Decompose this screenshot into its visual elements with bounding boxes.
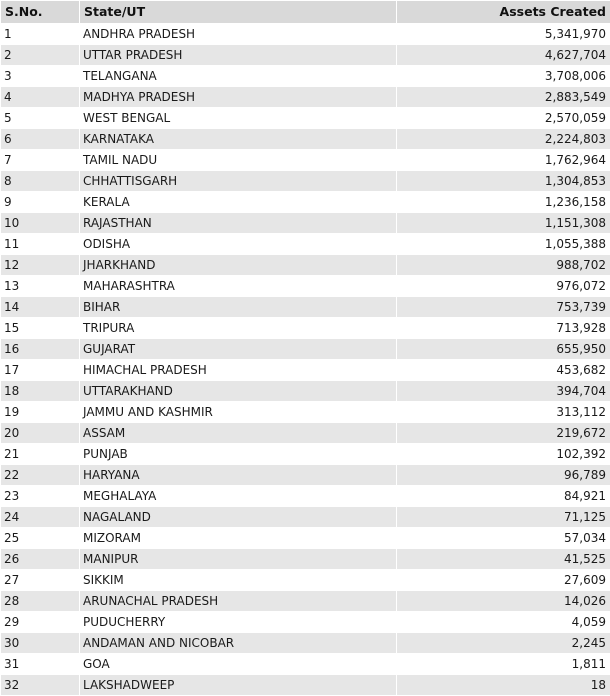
table-row <box>1 549 610 570</box>
table-row <box>1 675 610 696</box>
table-row <box>1 633 610 654</box>
cell-assets: 988,702 <box>397 255 610 276</box>
cell-state: GUJARAT <box>80 339 397 360</box>
cell-sno: 29 <box>1 612 80 633</box>
table-row <box>1 318 610 339</box>
cell-sno: 30 <box>1 633 80 654</box>
cell-assets: 1,811 <box>397 654 610 675</box>
cell-assets: 1,762,964 <box>397 150 610 171</box>
cell-sno: 14 <box>1 297 80 318</box>
cell-assets: 27,609 <box>397 570 610 591</box>
cell-sno: 3 <box>1 66 80 87</box>
cell-assets: 102,392 <box>397 444 610 465</box>
cell-assets: 1,236,158 <box>397 192 610 213</box>
cell-assets: 2,224,803 <box>397 129 610 150</box>
cell-assets: 2,570,059 <box>397 108 610 129</box>
cell-state: TRIPURA <box>80 318 397 339</box>
cell-state: NAGALAND <box>80 507 397 528</box>
table-row <box>1 276 610 297</box>
cell-state: PUDUCHERRY <box>80 612 397 633</box>
cell-sno: 27 <box>1 570 80 591</box>
cell-state: ANDAMAN AND NICOBAR <box>80 633 397 654</box>
cell-state: LAKSHADWEEP <box>80 675 397 696</box>
cell-sno: 20 <box>1 423 80 444</box>
cell-state: WEST BENGAL <box>80 108 397 129</box>
cell-sno: 26 <box>1 549 80 570</box>
column-header-state: State/UT <box>80 1 397 24</box>
table-body <box>1 24 610 696</box>
cell-state: SIKKIM <box>80 570 397 591</box>
cell-state: ARUNACHAL PRADESH <box>80 591 397 612</box>
table-row <box>1 66 610 87</box>
table-row <box>1 234 610 255</box>
cell-sno: 22 <box>1 465 80 486</box>
cell-assets: 394,704 <box>397 381 610 402</box>
cell-assets: 3,708,006 <box>397 66 610 87</box>
cell-sno: 18 <box>1 381 80 402</box>
table-row <box>1 486 610 507</box>
cell-assets: 57,034 <box>397 528 610 549</box>
cell-assets: 41,525 <box>397 549 610 570</box>
table-row <box>1 570 610 591</box>
cell-assets: 18 <box>397 675 610 696</box>
cell-sno: 19 <box>1 402 80 423</box>
cell-assets: 1,304,853 <box>397 171 610 192</box>
column-header-assets: Assets Created <box>397 1 610 24</box>
cell-assets: 219,672 <box>397 423 610 444</box>
cell-state: BIHAR <box>80 297 397 318</box>
cell-assets: 1,055,388 <box>397 234 610 255</box>
cell-sno: 31 <box>1 654 80 675</box>
cell-sno: 11 <box>1 234 80 255</box>
cell-state: MIZORAM <box>80 528 397 549</box>
cell-state: PUNJAB <box>80 444 397 465</box>
cell-state: ASSAM <box>80 423 397 444</box>
cell-assets: 976,072 <box>397 276 610 297</box>
cell-state: MAHARASHTRA <box>80 276 397 297</box>
cell-state: UTTAR PRADESH <box>80 45 397 66</box>
cell-sno: 9 <box>1 192 80 213</box>
table-row <box>1 402 610 423</box>
column-header-sno: S.No. <box>1 1 80 24</box>
table-row <box>1 87 610 108</box>
table-row <box>1 339 610 360</box>
cell-sno: 10 <box>1 213 80 234</box>
cell-sno: 28 <box>1 591 80 612</box>
table-row <box>1 654 610 675</box>
cell-sno: 12 <box>1 255 80 276</box>
table-row <box>1 150 610 171</box>
table-row <box>1 297 610 318</box>
cell-sno: 5 <box>1 108 80 129</box>
cell-assets: 655,950 <box>397 339 610 360</box>
cell-sno: 24 <box>1 507 80 528</box>
cell-state: MADHYA PRADESH <box>80 87 397 108</box>
cell-sno: 7 <box>1 150 80 171</box>
cell-state: TELANGANA <box>80 66 397 87</box>
table-row <box>1 108 610 129</box>
table-row <box>1 507 610 528</box>
header-row <box>1 1 610 24</box>
cell-assets: 14,026 <box>397 591 610 612</box>
cell-assets: 84,921 <box>397 486 610 507</box>
table-row <box>1 171 610 192</box>
table-row <box>1 255 610 276</box>
cell-assets: 2,883,549 <box>397 87 610 108</box>
cell-assets: 4,059 <box>397 612 610 633</box>
cell-state: JHARKHAND <box>80 255 397 276</box>
table-row <box>1 45 610 66</box>
cell-state: KARNATAKA <box>80 129 397 150</box>
table-row <box>1 612 610 633</box>
table-row <box>1 591 610 612</box>
cell-state: CHHATTISGARH <box>80 171 397 192</box>
cell-state: HIMACHAL PRADESH <box>80 360 397 381</box>
cell-sno: 17 <box>1 360 80 381</box>
cell-sno: 8 <box>1 171 80 192</box>
cell-sno: 13 <box>1 276 80 297</box>
table-row <box>1 423 610 444</box>
cell-state: RAJASTHAN <box>80 213 397 234</box>
cell-assets: 313,112 <box>397 402 610 423</box>
table-row <box>1 24 610 45</box>
cell-state: GOA <box>80 654 397 675</box>
cell-state: UTTARAKHAND <box>80 381 397 402</box>
cell-sno: 6 <box>1 129 80 150</box>
cell-sno: 2 <box>1 45 80 66</box>
cell-assets: 4,627,704 <box>397 45 610 66</box>
cell-sno: 15 <box>1 318 80 339</box>
cell-sno: 23 <box>1 486 80 507</box>
table-row <box>1 213 610 234</box>
table-row <box>1 381 610 402</box>
cell-state: MANIPUR <box>80 549 397 570</box>
cell-assets: 753,739 <box>397 297 610 318</box>
cell-sno: 1 <box>1 24 80 45</box>
cell-state: HARYANA <box>80 465 397 486</box>
cell-assets: 71,125 <box>397 507 610 528</box>
cell-assets: 96,789 <box>397 465 610 486</box>
cell-sno: 25 <box>1 528 80 549</box>
cell-state: JAMMU AND KASHMIR <box>80 402 397 423</box>
table-row <box>1 465 610 486</box>
table-header <box>1 1 610 24</box>
table-row <box>1 444 610 465</box>
cell-state: TAMIL NADU <box>80 150 397 171</box>
cell-sno: 32 <box>1 675 80 696</box>
cell-assets: 5,341,970 <box>397 24 610 45</box>
table-row <box>1 129 610 150</box>
cell-sno: 4 <box>1 87 80 108</box>
cell-sno: 16 <box>1 339 80 360</box>
table-row <box>1 528 610 549</box>
table-row <box>1 192 610 213</box>
cell-assets: 713,928 <box>397 318 610 339</box>
cell-assets: 2,245 <box>397 633 610 654</box>
cell-state: MEGHALAYA <box>80 486 397 507</box>
cell-assets: 1,151,308 <box>397 213 610 234</box>
cell-assets: 453,682 <box>397 360 610 381</box>
cell-state: ANDHRA PRADESH <box>80 24 397 45</box>
cell-state: KERALA <box>80 192 397 213</box>
cell-state: ODISHA <box>80 234 397 255</box>
cell-sno: 21 <box>1 444 80 465</box>
table-row <box>1 360 610 381</box>
